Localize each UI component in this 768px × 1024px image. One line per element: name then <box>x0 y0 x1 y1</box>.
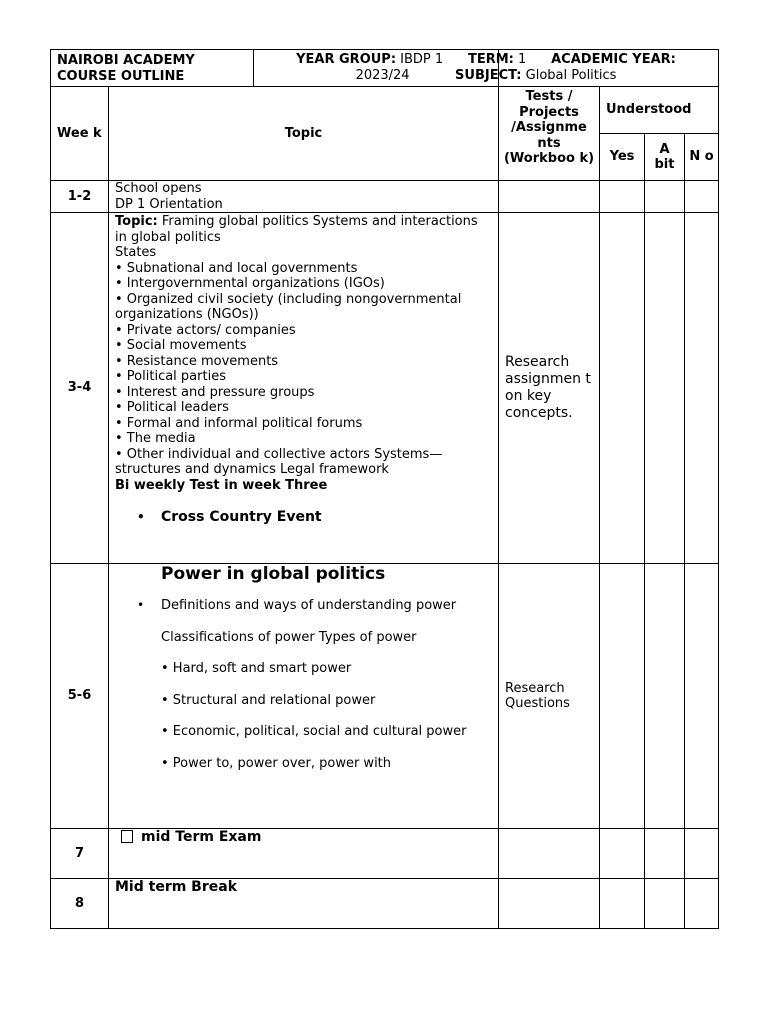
a-bit-checkbox-cell[interactable] <box>645 564 685 829</box>
mid-term-exam-title: mid Term Exam <box>141 829 262 845</box>
test-note: Bi weekly Test in week Three <box>115 477 328 493</box>
course-outline-table <box>50 49 719 929</box>
placeholder-box-icon <box>121 830 133 843</box>
yes-header: Yes <box>600 134 645 181</box>
a-bit-checkbox-cell[interactable] <box>645 213 685 564</box>
topic-cell: Power in global politics • Definitions and ways of understanding power Classifications of power Types of power • Hard, soft and smart power • Structural and relational power • Economic, political, social and cultural power • Power to, power over, power with <box>109 564 499 829</box>
topic-cell: Topic: Framing global politics Systems and interactions in global politics States • Subnational and local governments • Intergovernmental organizations (IGOs) • Organized civil society (including nongovernmental organizations (NGOs)) • Private actors/ companies • Social movements • Resistance movements • Political parties • Interest and pressure groups • Political leaders • Formal and informal political forums • The media • Other individual and collective actors Systems—structures and dynamics Legal framework Bi weekly Test in week Three • Cross Country Event <box>109 213 499 564</box>
a-bit-checkbox-cell[interactable] <box>645 181 685 213</box>
document-type: COURSE OUTLINE <box>57 68 185 84</box>
a-bit-header: A bit <box>645 134 685 181</box>
section-heading: Power in global politics <box>161 564 386 584</box>
subject-value: Global Politics <box>525 67 617 83</box>
yes-checkbox-cell[interactable] <box>600 829 645 879</box>
year-group-value: IBDP 1 <box>400 52 444 67</box>
tests-cell <box>499 829 600 879</box>
tests-header: Tests / Projects /Assignme nts (Workboo k) <box>499 87 600 181</box>
a-bit-checkbox-cell[interactable] <box>645 879 685 929</box>
no-checkbox-cell[interactable] <box>685 213 719 564</box>
no-checkbox-cell[interactable] <box>685 879 719 929</box>
no-header: N o <box>685 134 719 181</box>
definition-bullet: • Definitions and ways of understanding power <box>115 598 492 614</box>
header-meta: YEAR GROUP: IBDP 1 TERM: 1 ACADEMIC YEAR: 2023/24 SUBJECT: Global Politics <box>296 52 676 83</box>
term-value: 1 <box>518 52 527 67</box>
table-row <box>51 879 719 929</box>
table-row <box>51 564 719 829</box>
topic-cell <box>109 829 499 879</box>
tests-cell: Research assignmen t on key concepts. <box>499 213 600 564</box>
week-cell: 1-2 <box>51 181 109 213</box>
topic-header: Topic <box>109 87 499 181</box>
week-cell: 5-6 <box>51 564 109 829</box>
table-row <box>51 829 719 879</box>
week-cell: 7 <box>51 829 109 879</box>
column-header-row-1 <box>51 87 719 134</box>
tests-cell: Research Questions <box>499 564 600 829</box>
yes-checkbox-cell[interactable] <box>600 181 645 213</box>
understood-header: Understood <box>600 87 719 134</box>
course-outline-document <box>50 49 718 929</box>
no-checkbox-cell[interactable] <box>685 829 719 879</box>
mid-term-break-title: Mid term Break <box>115 879 238 895</box>
table-row <box>51 181 719 213</box>
tests-cell <box>499 879 600 929</box>
yes-checkbox-cell[interactable] <box>600 879 645 929</box>
yes-checkbox-cell[interactable] <box>600 213 645 564</box>
week-cell: 8 <box>51 879 109 929</box>
topic-cell <box>109 879 499 929</box>
topic-cell: School opens DP 1 Orientation <box>109 181 499 213</box>
no-checkbox-cell[interactable] <box>685 181 719 213</box>
academic-year-value: 2023/24 <box>355 67 410 83</box>
table-row <box>51 213 719 564</box>
week-header: Wee k <box>51 87 109 181</box>
a-bit-checkbox-cell[interactable] <box>645 829 685 879</box>
week-cell: 3-4 <box>51 213 109 564</box>
topic-title: Framing global politics Systems and interactions in global politics <box>115 214 478 245</box>
topic-label: Topic: <box>115 214 158 229</box>
tests-cell <box>499 181 600 213</box>
yes-checkbox-cell[interactable] <box>600 564 645 829</box>
school-name: NAIROBI ACADEMY <box>57 53 195 68</box>
header-divider <box>253 49 254 86</box>
no-checkbox-cell[interactable] <box>685 564 719 829</box>
cross-country-event: • Cross Country Event <box>115 510 492 526</box>
